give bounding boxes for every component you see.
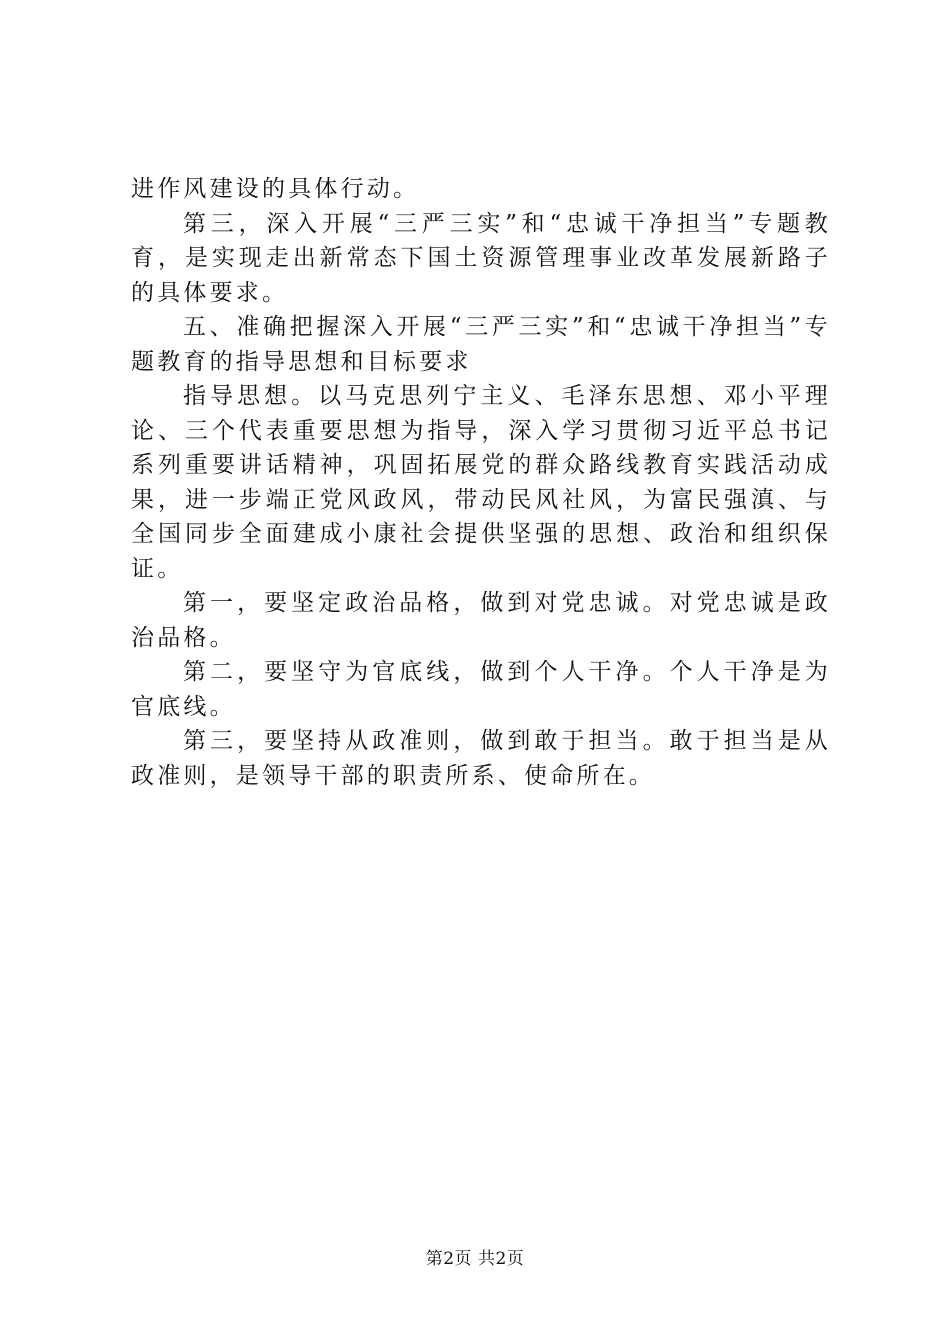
document-body — [131, 172, 831, 793]
page-footer: 第2页 共2页 — [425, 1249, 525, 1269]
paragraph-point-three: 第三，要坚持从政准则，做到敢于担当。敢于担当是从政准则，是领导干部的职责所系、使命所在。 — [131, 728, 831, 789]
paragraph-point-three-intro: 第三，深入开展“三严三实”和“忠诚干净担当”专题教育，是实现走出新常态下国土资源管理事业改革发展新路子的具体要求。 — [131, 210, 831, 306]
paragraph-guiding-ideology: 指导思想。以马克思列宁主义、毛泽东思想、邓小平理论、三个代表重要思想为指导，深入学习贯彻习近平总书记系列重要讲话精神，巩固拓展党的群众路线教育实践活动成果，进一步端正党风政风，带动民风社风，为富民强滇、与全国同步全面建成小康社会提供坚强的思想、政治和组织保证。 — [131, 383, 831, 582]
paragraph-point-one: 第一，要坚定政治品格，做到对党忠诚。对党忠诚是政治品格。 — [131, 590, 831, 651]
section-heading-five: 五、准确把握深入开展“三严三实”和“忠诚干净担当”专题教育的指导思想和目标要求 — [131, 314, 831, 375]
paragraph-point-two: 第二，要坚守为官底线，做到个人干净。个人干净是为官底线。 — [131, 659, 831, 720]
paragraph-continuation: 进作风建设的具体行动。 — [131, 176, 420, 202]
